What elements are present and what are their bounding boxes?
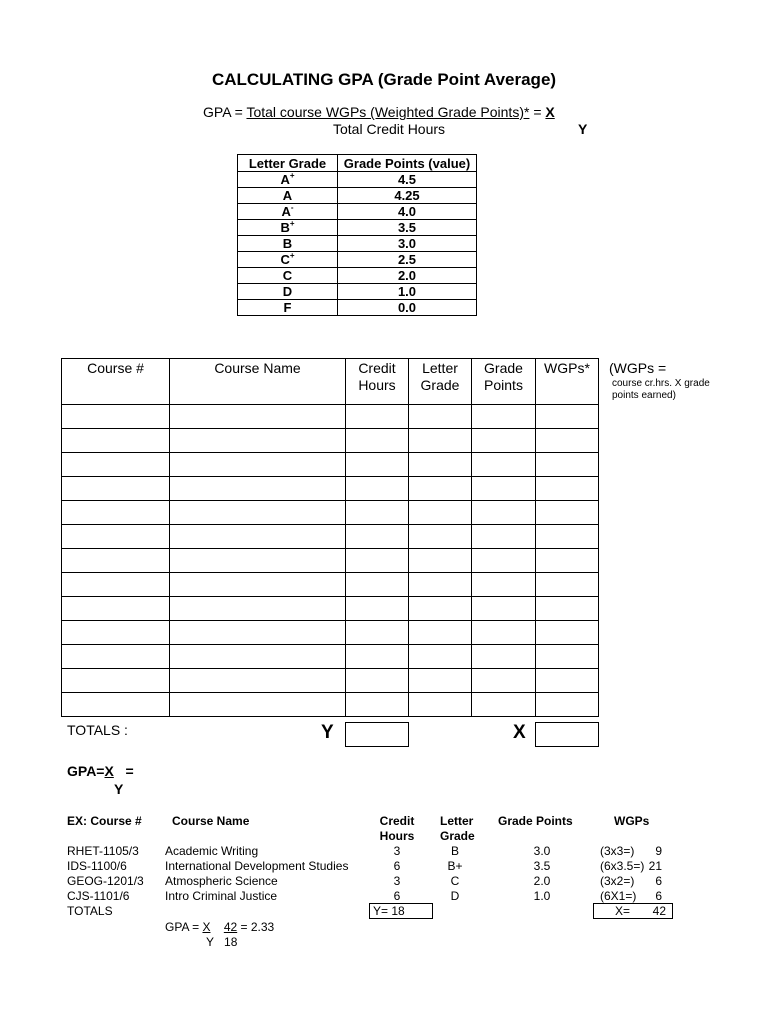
ex-points: 2.0 [533,874,551,888]
ex-x-value: 42 [652,904,666,918]
totals-label: TOTALS : [67,722,128,738]
entry-cell[interactable] [170,693,346,717]
ex-x-total [593,903,673,919]
entry-cell[interactable] [346,693,409,717]
ex-wgp-calc: (6X1=) [600,889,637,903]
ex-course-num: CJS-1101/6 [67,889,130,903]
entry-cell[interactable] [409,621,472,645]
ex-wgp-value: 21 [648,859,662,873]
entry-cell[interactable] [346,453,409,477]
ex-header-course: EX: Course # [67,814,142,828]
entry-cell[interactable] [170,429,346,453]
entry-cell[interactable] [346,549,409,573]
ex-letter: B [450,844,459,858]
entry-cell[interactable] [62,669,170,693]
grade-row [238,268,477,284]
ex-gpa-bottom [206,935,237,950]
entry-cell[interactable] [409,453,472,477]
entry-cell[interactable] [62,621,170,645]
ex-letter: C [450,874,460,888]
entry-cell[interactable] [536,669,599,693]
total-wgps-box[interactable] [535,722,599,747]
ex-gpa-x: X [202,920,211,934]
entry-cell[interactable] [472,453,536,477]
entry-cell[interactable] [472,669,536,693]
entry-cell[interactable] [346,573,409,597]
entry-cell[interactable] [536,573,599,597]
entry-cell[interactable] [409,597,472,621]
entry-cell[interactable] [409,549,472,573]
entry-cell[interactable] [346,645,409,669]
formula-y: Y [578,121,588,137]
entry-cell[interactable] [346,501,409,525]
header-letter-grade: Letter Grade [409,359,472,405]
ex-points: 3.0 [533,844,551,858]
ex-letter: D [450,889,460,903]
ex-wgp-value: 6 [655,889,662,903]
wgps-note-body: course cr.hrs. X grade points earned) [612,378,710,401]
grade-points-value: 1.0 [338,284,477,300]
entry-cell[interactable] [346,621,409,645]
grade-points-value: 4.25 [338,188,477,204]
entry-cell[interactable] [170,525,346,549]
header-credit-hours: Credit Hours [346,359,409,405]
entry-cell[interactable] [409,477,472,501]
entry-cell[interactable] [346,669,409,693]
formula-numerator: Total course WGPs (Weighted Grade Points)* [246,104,530,120]
header-grade-points: Grade Points [472,359,536,405]
grade-letter-text: B [282,236,293,251]
gpa-equation [67,763,134,779]
grade-letter-text: D [282,284,293,299]
ex-header-name: Course Name [172,814,250,828]
entry-cell[interactable] [62,645,170,669]
entry-cell[interactable] [62,477,170,501]
table-row [62,501,599,525]
table-row [62,405,599,429]
grade-letter [238,188,338,204]
ex-credit: 6 [393,889,401,903]
grade-row [238,172,477,188]
grade-row [238,188,477,204]
entry-cell[interactable] [409,429,472,453]
header-letter-grade: Letter Grade [238,155,338,172]
grade-letter-text: F [283,300,292,315]
ex-credit: 6 [393,859,401,873]
grade-letter-text: A [280,172,290,187]
grade-modifier: + [289,251,295,260]
grade-points-table [237,154,477,316]
entry-cell[interactable] [346,597,409,621]
ex-course-name: Academic Writing [165,844,259,858]
header-grade-points: Grade Points (value) [338,155,477,172]
gpa-eq: = [125,763,134,779]
grade-letter-text: A [282,188,293,203]
grade-letter [238,204,338,220]
entry-cell[interactable] [170,621,346,645]
entry-cell[interactable] [62,549,170,573]
grade-modifier: + [289,171,295,180]
entry-cell[interactable] [170,501,346,525]
ex-course-num: GEOG-1201/3 [67,874,144,888]
entry-cell[interactable] [409,525,472,549]
grade-letter [238,268,338,284]
table-row [62,429,599,453]
entry-cell[interactable] [62,573,170,597]
ex-header-credit: Credit Hours [379,814,415,843]
ex-totals-label: TOTALS [67,904,113,918]
entry-cell[interactable] [472,429,536,453]
grade-row [238,204,477,220]
total-credit-hours-box[interactable] [345,722,409,747]
entry-cell[interactable] [409,669,472,693]
table-row [62,645,599,669]
gpa-x: X [104,763,114,779]
grade-points-value: 2.0 [338,268,477,284]
entry-cell[interactable] [346,429,409,453]
entry-cell[interactable] [536,525,599,549]
entry-cell[interactable] [536,597,599,621]
entry-cell[interactable] [536,477,599,501]
ex-header-wgps: WGPs [614,814,650,828]
ex-gpa-top [165,920,274,935]
totals-x-label: X [513,722,526,743]
entry-cell[interactable] [62,501,170,525]
entry-cell[interactable] [62,453,170,477]
table-row [62,477,599,501]
entry-cell[interactable] [472,597,536,621]
grade-row [238,300,477,316]
ex-course-name: Intro Criminal Justice [165,889,278,903]
entry-cell[interactable] [536,621,599,645]
grade-letter [238,284,338,300]
entry-cell[interactable] [472,645,536,669]
ex-credit: 3 [393,844,401,858]
ex-header-letter: Letter Grade [440,814,475,843]
table-row [62,573,599,597]
entry-cell[interactable] [62,525,170,549]
entry-cell[interactable] [536,645,599,669]
grade-row [238,252,477,268]
ex-wgp-calc: (3x3=) [600,844,635,858]
entry-cell[interactable] [62,693,170,717]
ex-header-points: Grade Points [498,814,573,828]
ex-wgp-value: 6 [655,874,662,888]
entry-cell[interactable] [472,549,536,573]
grade-modifier: + [289,219,295,228]
ex-gpa-lhs: GPA = [165,920,203,934]
table-row [62,669,599,693]
entry-cell[interactable] [472,621,536,645]
page-title: CALCULATING GPA (Grade Point Average) [211,70,557,89]
entry-cell[interactable] [62,429,170,453]
totals-y-label: Y [321,722,334,743]
ex-course-name: Atmospheric Science [165,874,278,888]
grade-letter-text: C [280,252,290,267]
grade-row [238,236,477,252]
ex-wgp-value: 9 [655,844,662,858]
grade-points-value: 3.5 [338,220,477,236]
entry-cell[interactable] [346,525,409,549]
entry-cell[interactable] [170,645,346,669]
header-wgps: WGPs* [536,359,599,405]
entry-cell[interactable] [346,477,409,501]
ex-wgp-calc: (3x2=) [600,874,635,888]
grade-points-value: 4.5 [338,172,477,188]
ex-gpa-result: = 2.33 [240,920,275,934]
entry-cell[interactable] [536,453,599,477]
table-row [62,525,599,549]
ex-wgp-calc: (6x3.5=) [600,859,645,873]
ex-x-label: X= [615,904,631,918]
ex-gpa-den: 18 [224,935,238,949]
entry-cell[interactable] [536,501,599,525]
grade-points-value: 2.5 [338,252,477,268]
ex-letter: B+ [447,859,463,873]
ex-course-num: RHET-1105/3 [67,844,139,858]
ex-credit: 3 [393,874,401,888]
ex-y-total: Y= 18 [369,903,433,919]
grade-letter-text: B [280,220,290,235]
grade-points-value: 0.0 [338,300,477,316]
grade-letter [238,172,338,188]
ex-gpa-num: 42 [223,920,238,934]
entry-cell[interactable] [472,525,536,549]
entry-cell[interactable] [472,477,536,501]
gpa-lhs: GPA= [67,763,105,779]
entry-cell[interactable] [62,597,170,621]
gpa-y: Y [114,781,124,797]
entry-cell[interactable] [472,693,536,717]
formula-denominator: Total Credit Hours [333,121,446,137]
entry-cell[interactable] [346,405,409,429]
entry-cell[interactable] [170,549,346,573]
entry-cell[interactable] [170,477,346,501]
gpa-formula [203,104,555,120]
formula-lhs: GPA = [203,104,247,120]
entry-cell[interactable] [409,405,472,429]
entry-cell[interactable] [170,453,346,477]
grade-points-value: 4.0 [338,204,477,220]
grade-letter [238,300,338,316]
entry-cell[interactable] [472,501,536,525]
grade-letter [238,236,338,252]
entry-cell[interactable] [536,429,599,453]
grade-row [238,284,477,300]
grade-letter-text: A [281,204,291,219]
grade-row [238,220,477,236]
header-course-num: Course # [62,359,170,405]
entry-cell[interactable] [472,405,536,429]
header-course-name: Course Name [170,359,346,405]
entry-cell[interactable] [170,405,346,429]
entry-cell[interactable] [409,693,472,717]
grade-letter-text: C [282,268,293,283]
entry-cell[interactable] [170,573,346,597]
entry-cell[interactable] [409,573,472,597]
ex-gpa-y: Y [206,935,215,949]
entry-cell[interactable] [536,693,599,717]
table-row [62,453,599,477]
table-row [62,549,599,573]
grade-points-value: 3.0 [338,236,477,252]
entry-cell[interactable] [170,597,346,621]
ex-course-name: International Development Studies [165,859,349,873]
ex-course-num: IDS-1100/6 [67,859,127,873]
entry-cell[interactable] [409,645,472,669]
course-entry-table [61,358,599,717]
formula-eq: = [529,104,546,120]
ex-points: 1.0 [533,889,551,903]
grade-letter [238,220,338,236]
table-row [62,621,599,645]
entry-cell[interactable] [472,573,536,597]
entry-cell[interactable] [536,405,599,429]
entry-cell[interactable] [170,669,346,693]
grade-modifier: - [290,203,294,212]
entry-cell[interactable] [409,501,472,525]
grade-letter [238,252,338,268]
wgps-note-title: (WGPs = [609,360,667,376]
formula-x: X [545,104,555,120]
table-row [62,693,599,717]
table-row [62,597,599,621]
entry-cell[interactable] [62,405,170,429]
entry-cell[interactable] [536,549,599,573]
ex-points: 3.5 [533,859,551,873]
